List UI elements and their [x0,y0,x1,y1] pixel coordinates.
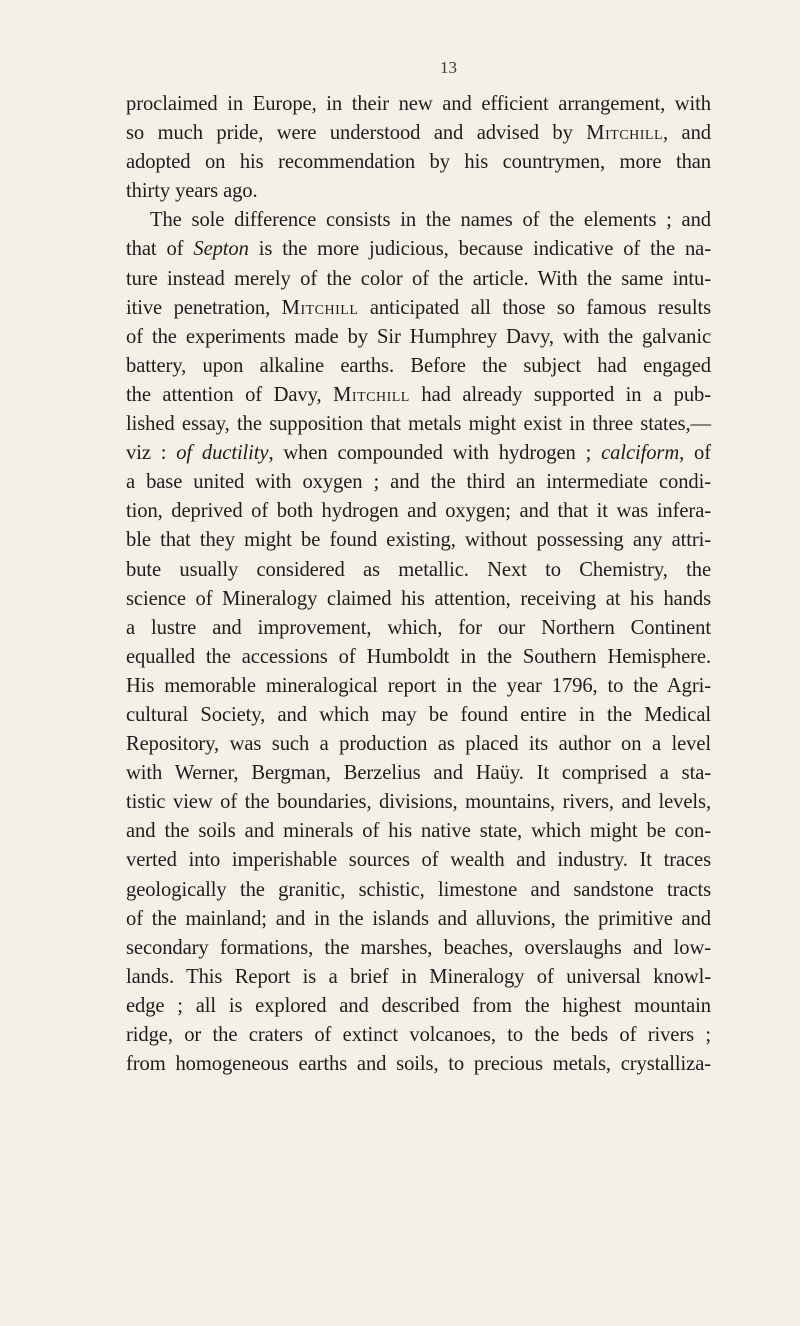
text-line: from homogeneous earths and soils, to precious metals, crystalliza- [126,1053,711,1076]
text-run: anticipated all those so famous results [358,296,711,319]
text-run: the attention of Davy, [126,383,334,406]
text-line: His memorable mineralogical report in the year 1796, to the Agri- [126,674,711,697]
text-line: Repository, was such a production as placed its author on a level [126,733,711,756]
text-line: lands. This Report is a brief in Mineralogy of universal knowl- [126,965,711,988]
text-run: , when compounded with hydrogen ; [268,442,602,465]
text-line: of the mainland; and in the islands and alluvions, the primitive and [126,907,711,930]
text-line: bute usually considered as metallic. Next to Chemistry, the [126,558,711,581]
text-line: and the soils and minerals of his native state, which might be con- [126,820,711,843]
paragraph-2 [126,206,711,1079]
text-line: a lustre and improvement, which, for our Northern Continent [126,616,711,639]
term-ductility: of ductility [176,442,269,465]
text-line [126,439,711,468]
text-line: secondary formations, the marshes, beaches, overslaughs and low- [126,936,711,959]
text-line: thirty years ago. [126,180,258,203]
term-calciform: calciform [601,442,680,465]
text-line: edge ; all is explored and described from the highest mountain [126,994,711,1017]
text-line [126,119,711,148]
body-text [126,90,711,1079]
text-line: The sole difference consists in the names of the elements ; and [150,209,711,232]
text-run: viz : [126,442,177,465]
text-line: verted into imperishable sources of wealth and industry. It traces [126,849,711,872]
text-line: science of Mineralogy claimed his attention, receiving at his hands [126,587,711,610]
term-septon: Septon [193,238,249,261]
text-run: so much pride, were understood and advised by [126,122,587,145]
text-line: with Werner, Bergman, Berzelius and Haüy. It comprised a sta- [126,762,711,785]
text-line: ridge, or the craters of extinct volcanoes, to the beds of rivers ; [126,1024,711,1046]
text-line: ble that they might be found existing, without possessing any attri- [126,529,711,552]
text-run: , of [679,442,711,465]
text-line: tion, deprived of both hydrogen and oxygen; and that it was infera- [126,500,711,523]
text-line: lished essay, the supposition that metals might exist in three states,— [126,413,711,436]
text-line [126,381,711,410]
text-line: proclaimed in Europe, in their new and efficient arrangement, with [126,93,711,115]
name-mitchill: Mitchill [333,383,410,406]
text-line: geologically the granitic, schistic, limestone and sandstone tracts [126,878,711,901]
text-line: adopted on his recommendation by his countrymen, more than [126,151,711,174]
name-mitchill: Mitchill [586,122,664,145]
text-line [126,235,711,264]
text-line: tistic view of the boundaries, divisions, mountains, rivers, and levels, [126,791,711,814]
text-line: a base united with oxygen ; and the third an intermediate condi- [126,471,711,494]
text-line: cultural Society, and which may be found entire in the Medical [126,703,711,726]
paragraph-1 [126,90,711,206]
text-line: of the experiments made by Sir Humphrey Davy, with the galvanic [126,325,711,348]
text-run: itive penetration, [126,296,282,319]
text-run: , and [663,122,711,145]
text-run: that of [126,238,194,261]
text-line: ture instead merely of the color of the article. With the same intu- [126,267,711,290]
text-run: is the more judicious, because indicative of the na- [248,238,711,261]
text-line [126,294,711,323]
name-mitchill: Mitchill [281,296,359,319]
text-line: equalled the accessions of Humboldt in the Southern Hemisphere. [126,645,711,668]
text-line: battery, upon alkaline earths. Before the subject had engaged [126,354,711,377]
text-run: had already supported in a pub- [409,383,711,406]
page-number: 13 [440,58,457,77]
